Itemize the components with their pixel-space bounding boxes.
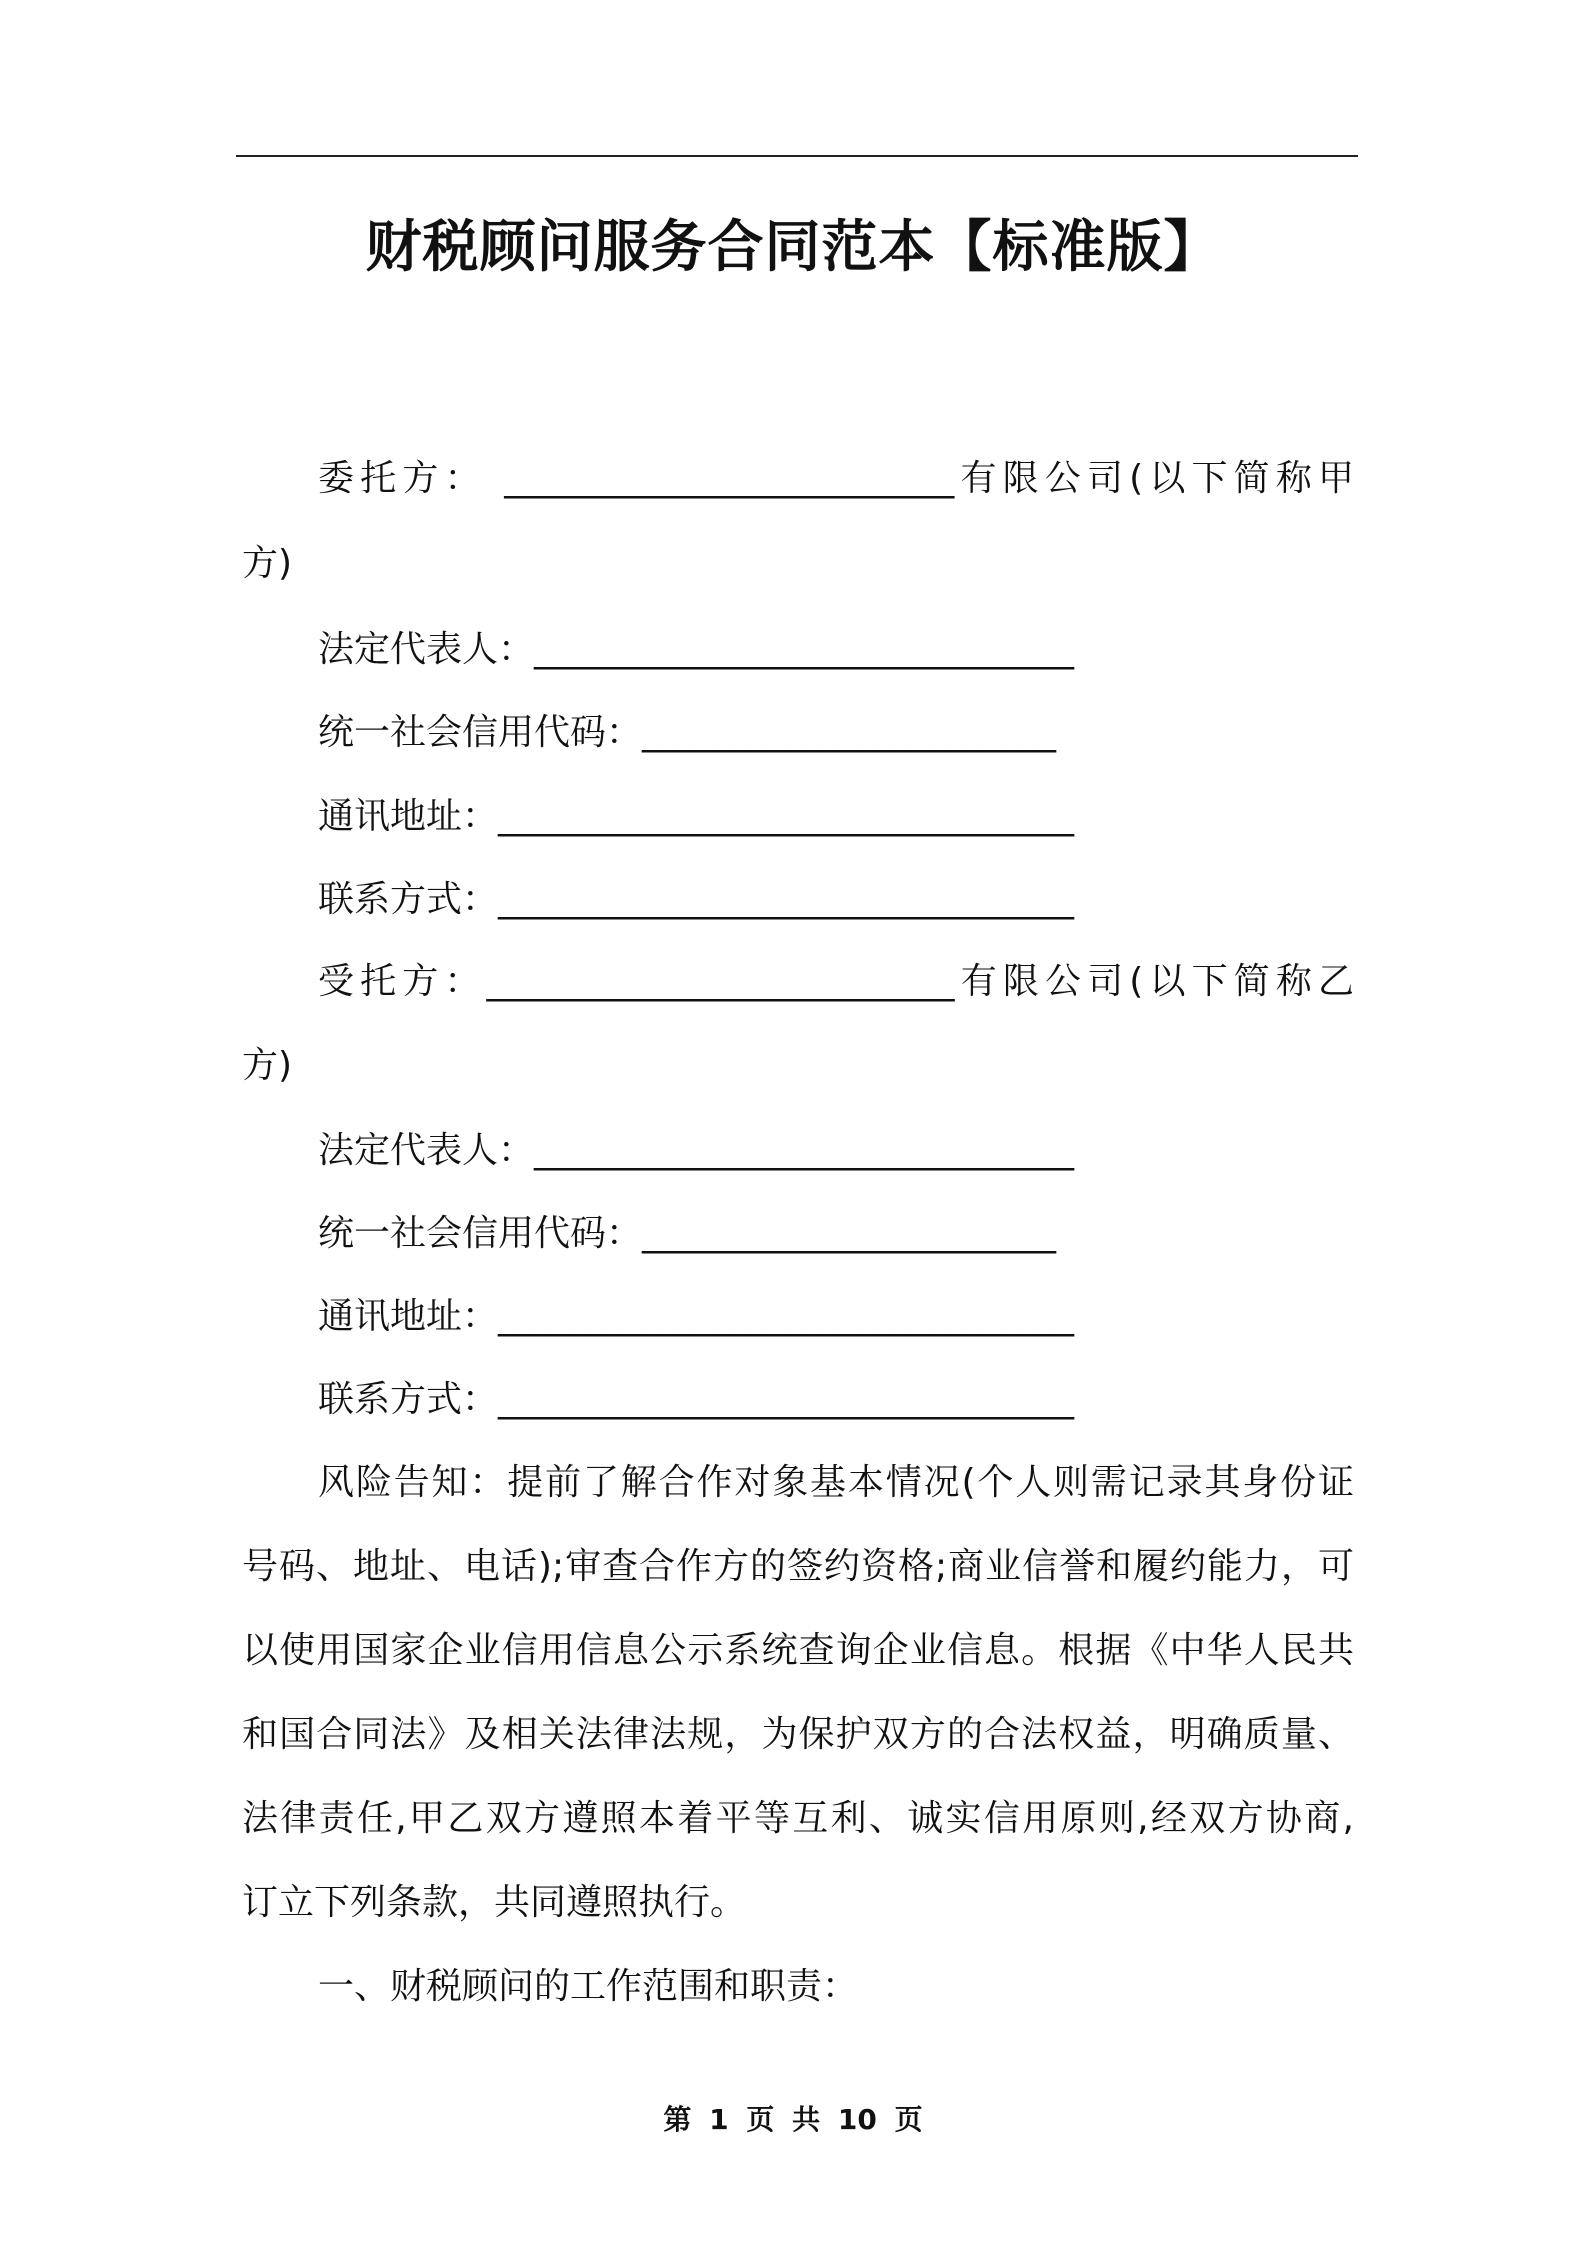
risk-notice-line-4: 和国合同法》及相关法律法规，为保护双方的合法权益，明确质量、 xyxy=(242,1714,1354,1755)
agent-party-line: 受托方：__________________________有限公司(以下简称乙 xyxy=(318,961,1354,1002)
risk-notice-line-5: 法律责任,甲乙双方遵照本着平等互利、诚实信用原则,经双方协商, xyxy=(242,1798,1354,1839)
agent-address-field: 通讯地址：________________________________ xyxy=(318,1296,1075,1337)
risk-notice-line-6: 订立下列条款，共同遵照执行。 xyxy=(242,1882,747,1923)
section-heading-1: 一、财税顾问的工作范围和职责： xyxy=(318,1966,859,2007)
agent-credit-code-field: 统一社会信用代码：_______________________ xyxy=(318,1213,1057,1254)
client-credit-code-field: 统一社会信用代码：_______________________ xyxy=(318,712,1057,753)
client-contact-field: 联系方式：________________________________ xyxy=(318,879,1075,920)
client-party-line: 委托方： _________________________有限公司(以下简称甲 xyxy=(318,458,1354,499)
agent-party-line-cont: 方) xyxy=(242,1045,293,1086)
page-footer: 第 1 页 共 10 页 xyxy=(663,2103,923,2136)
document-title: 财税顾问服务合同范本【标准版】 xyxy=(365,215,1221,280)
client-legal-rep-field: 法定代表人：______________________________ xyxy=(318,629,1075,670)
risk-notice-line-1: 风险告知：提前了解合作对象基本情况(个人则需记录其身份证 xyxy=(318,1462,1354,1503)
client-party-line-cont: 方) xyxy=(242,543,293,584)
agent-legal-rep-field: 法定代表人：______________________________ xyxy=(318,1130,1075,1171)
risk-notice-line-2: 号码、地址、电话);审查合作方的签约资格;商业信誉和履约能力，可 xyxy=(242,1546,1354,1587)
client-address-field: 通讯地址：________________________________ xyxy=(318,796,1075,837)
risk-notice-line-3: 以使用国家企业信用信息公示系统查询企业信息。根据《中华人民共 xyxy=(242,1630,1354,1671)
header-rule xyxy=(236,155,1358,157)
agent-contact-field: 联系方式：________________________________ xyxy=(318,1379,1075,1420)
